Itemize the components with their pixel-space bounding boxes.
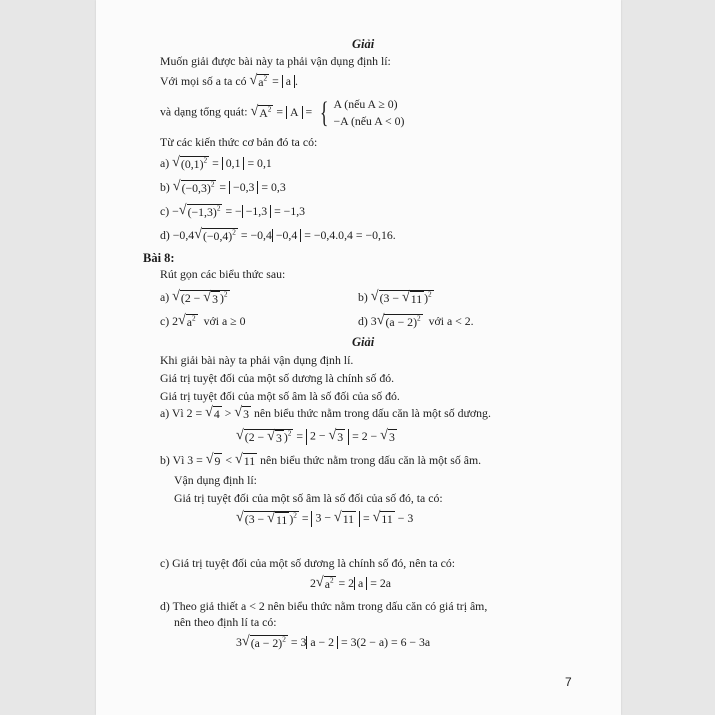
- page-number: 7: [565, 675, 572, 689]
- formula-line: √ (2 − √ 3 )$^2$ = 2 − √ 3 = 2 − √ 3: [236, 426, 395, 445]
- text-line: Giá trị tuyệt đối của một số âm là số đối của số đó, ta có:: [174, 491, 443, 505]
- solution-heading: Giải: [352, 37, 375, 51]
- formula-line: 3 √ $(a - 2)^2$ = 3 a − 2 = 3(2 − a) = 6 − 3a: [236, 633, 431, 651]
- text-line: Rút gọn các biểu thức sau:: [160, 267, 286, 281]
- text-line: Giá trị tuyệt đối của một số âm là số đối của số đó.: [160, 389, 400, 403]
- text-line: nên theo định lí ta có:: [174, 615, 277, 629]
- text-line: Vận dụng định lí:: [174, 473, 257, 487]
- formula-line: b) √ $(-0,3)^2$ = −0,3 = 0,3: [160, 178, 286, 196]
- text-line: Muốn giải được bài này ta phải vận dụng định lí:: [160, 54, 391, 68]
- text-line: b) Vì 3 = √ 9 < √ 11 nên biểu thức nằm trong dấu căn là một số âm.: [160, 451, 482, 469]
- text-line: a) Vì 2 = √ 4 > √ 3 nên biểu thức nằm trong dấu căn là một số dương.: [160, 404, 491, 422]
- text-line: c) Giá trị tuyệt đối của một số dương là chính số đó, nên ta có:: [160, 556, 456, 570]
- text-line: Khi giải bài này ta phải vận dụng định lí.: [160, 353, 354, 367]
- text-line: Từ các kiến thức cơ bản đó ta có:: [160, 135, 318, 149]
- text-line: Với mọi số a ta có √ $a^2$ = a .: [160, 72, 298, 90]
- text-line: và dạng tổng quát: √ $A^2$ = A = { A (nếu A ≥ 0) −A (nếu A < 0): [160, 96, 405, 129]
- question-d: d) 3 √ $(a - 2)^2$ với a < 2.: [358, 312, 474, 330]
- question-a: a) √ (2 − √ 3 )$^2$: [160, 287, 228, 306]
- text-line: Giá trị tuyệt đối của một số dương là chính số đó.: [160, 371, 395, 385]
- question-b: b) √ (3 − √ 11 )$^2$: [358, 287, 432, 306]
- solution-heading: Giải: [352, 335, 375, 349]
- question-c: c) 2 √ $a^2$ với a ≥ 0: [160, 312, 246, 330]
- formula-line: √ (3 − √ 11 )$^2$ = 3 − √ 11 = √ 11 − 3: [236, 508, 414, 527]
- formula-line: d) −0,4 √ $(-0,4)^2$ = −0,4 −0,4 = −0,4.0,4 = −0,16.: [160, 226, 396, 244]
- formula-line: a) √ $(0,1)^2$ = 0,1 = 0,1: [160, 154, 272, 172]
- formula-line: c) − √ $(-1,3)^2$ = − −1,3 = −1,3: [160, 202, 306, 220]
- exercise-heading: Bài 8:: [143, 251, 175, 265]
- formula-line: 2 √ $a^2$ = 2 a = 2a: [310, 574, 391, 592]
- textbook-page: [96, 0, 621, 715]
- text-line: d) Theo giả thiết a < 2 nên biểu thức nằm trong dấu căn có giá trị âm,: [160, 599, 488, 613]
